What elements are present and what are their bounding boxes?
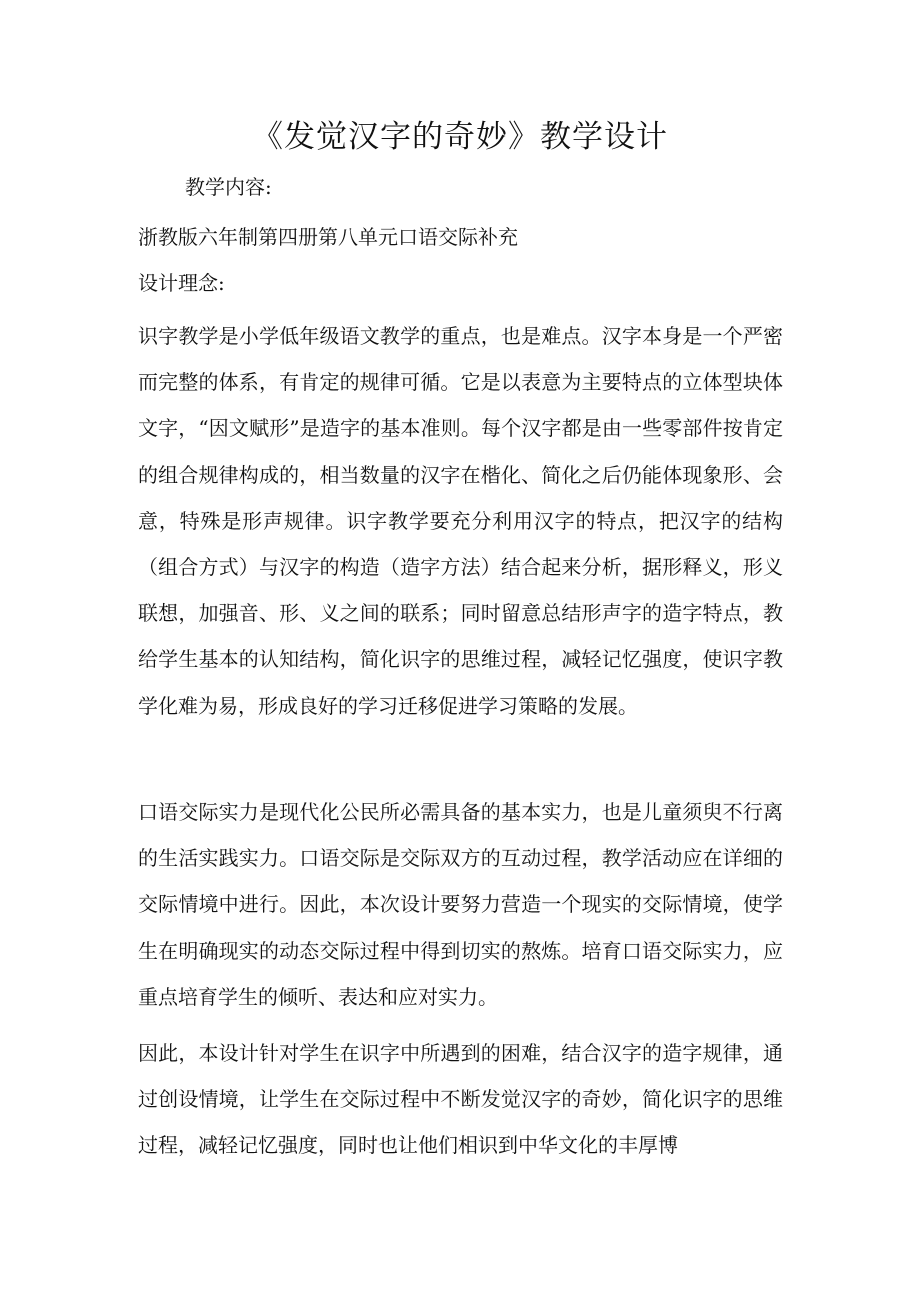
paragraph-oral-communication: 口语交际实力是现代化公民所必需具备的基本实力，也是儿童须臾不行离的生活实践实力。口语交际是交际双方的互动过程，教学活动应在详细的交际情境中进行。因此，本次设计要努力营造一个现实的交际情境，使学生在明确现实的动态交际过程中得到切实的熬炼。培育口语交际实力，应重点培育学生的倾听、表达和应对实力。	[138, 800, 783, 1009]
content-label: 教学内容:	[185, 175, 272, 199]
content-value: 浙教版六年制第四册第八单元口语交际补充	[138, 225, 518, 249]
paragraph-design-summary: 因此，本设计针对学生在识字中所遇到的困难，结合汉字的造字规律，通过创设情境，让学生在交际过程中不断发觉汉字的奇妙，简化识字的思维过程，减轻记忆强度，同时也让他们相识到中华文化的丰厚博	[138, 1041, 783, 1157]
document-title: 《发觉汉字的奇妙》教学设计	[252, 119, 668, 155]
concept-label: 设计理念:	[138, 271, 225, 295]
paragraph-literacy: 识字教学是小学低年级语文教学的重点，也是难点。汉字本身是一个严密而完整的体系，有肯定的规律可循。它是以表意为主要特点的立体型块体文字，“因文赋形”是造字的基本准则。每个汉字都是由一些零部件按肯定的组合规律构成的，相当数量的汉字在楷化、简化之后仍能体现象形、会意，特殊是形声规律。识字教学要充分利用汉字的特点，把汉字的结构（组合方式）与汉字的构造（造字方法）结合起来分析，据形释义，形义联想，加强音、形、义之间的联系；同时留意总结形声字的造字特点，教给学生基本的认知结构，简化识字的思维过程，减轻记忆强度，使识字教学化难为易，形成良好的学习迁移促进学习策略的发展。	[138, 324, 783, 718]
